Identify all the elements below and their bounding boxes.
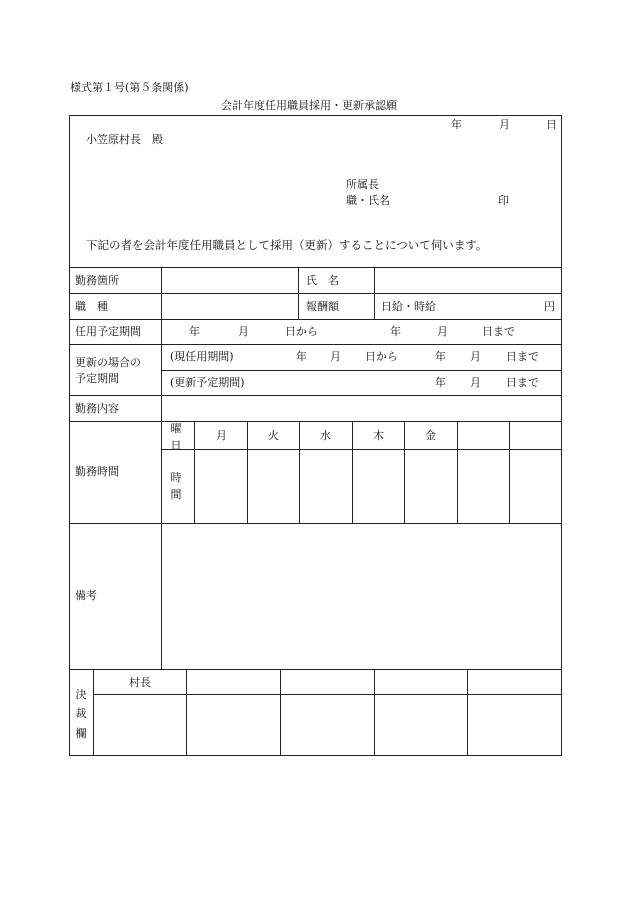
work-hours-label: 勤務時間 — [75, 465, 119, 478]
planned-year-2: 年 — [390, 325, 401, 338]
planned-period-label: 任用予定期間 — [75, 325, 141, 338]
current-until: 日まで — [506, 350, 539, 363]
planned-from: 日から — [285, 325, 318, 338]
workplace-label: 勤務箇所 — [75, 274, 119, 287]
renewal-month: 月 — [470, 376, 481, 389]
current-year: 年 — [296, 350, 307, 363]
planned-until: 日まで — [482, 325, 515, 338]
date-year: 年 — [451, 118, 462, 131]
approval-label-text: 決 裁 欄 — [75, 688, 87, 740]
current-month-2: 月 — [470, 350, 481, 363]
pay-type: 日給・時給 — [381, 300, 436, 313]
date-month: 月 — [499, 118, 510, 131]
name-label: 氏 名 — [306, 274, 339, 287]
work-content-label: 勤務内容 — [75, 402, 119, 415]
weekday-mon: 月 — [216, 429, 227, 442]
current-month: 月 — [330, 350, 341, 363]
weekday-tue: 火 — [268, 429, 279, 442]
mayor-label: 村長 — [129, 676, 151, 689]
renewal-label-1: 更新の場合の — [75, 356, 141, 369]
remarks-label: 備考 — [75, 589, 97, 602]
planned-month: 月 — [238, 325, 249, 338]
renewal-label-2: 予定期間 — [75, 372, 119, 385]
planned-year: 年 — [189, 325, 200, 338]
form-title: 会計年度任用職員採用・更新承認願 — [221, 99, 397, 112]
pay-label: 報酬額 — [306, 300, 339, 313]
renewal-year: 年 — [435, 376, 446, 389]
renewal-until: 日まで — [506, 376, 539, 389]
position-name-label: 職・氏名 — [346, 194, 390, 207]
job-type-label: 職 種 — [75, 300, 108, 313]
renewal-period-label: (更新予定期間) — [170, 376, 245, 389]
date-day: 日 — [546, 118, 557, 131]
current-period-label: (現任用期間) — [170, 350, 234, 363]
current-from: 日から — [365, 350, 398, 363]
current-year-2: 年 — [435, 350, 446, 363]
request-text: 下記の者を会計年度任用職員として採用（更新）することについて伺います。 — [86, 238, 488, 252]
weekday-label-text: 曜 日 — [170, 422, 182, 453]
planned-month-2: 月 — [437, 325, 448, 338]
seal-label: 印 — [498, 194, 509, 207]
approval-label — [74, 685, 88, 743]
addressee: 小笠原村長 殿 — [86, 133, 163, 146]
yen-label: 円 — [544, 300, 555, 313]
time-label — [169, 469, 183, 503]
dept-head-label: 所属長 — [346, 178, 379, 191]
weekday-fri: 金 — [425, 429, 436, 442]
weekday-label — [169, 420, 183, 454]
time-label-text: 時 間 — [170, 471, 182, 502]
weekday-wed: 水 — [320, 429, 331, 442]
weekday-thu: 木 — [373, 429, 384, 442]
form-number: 様式第１号(第５条関係) — [70, 81, 189, 94]
